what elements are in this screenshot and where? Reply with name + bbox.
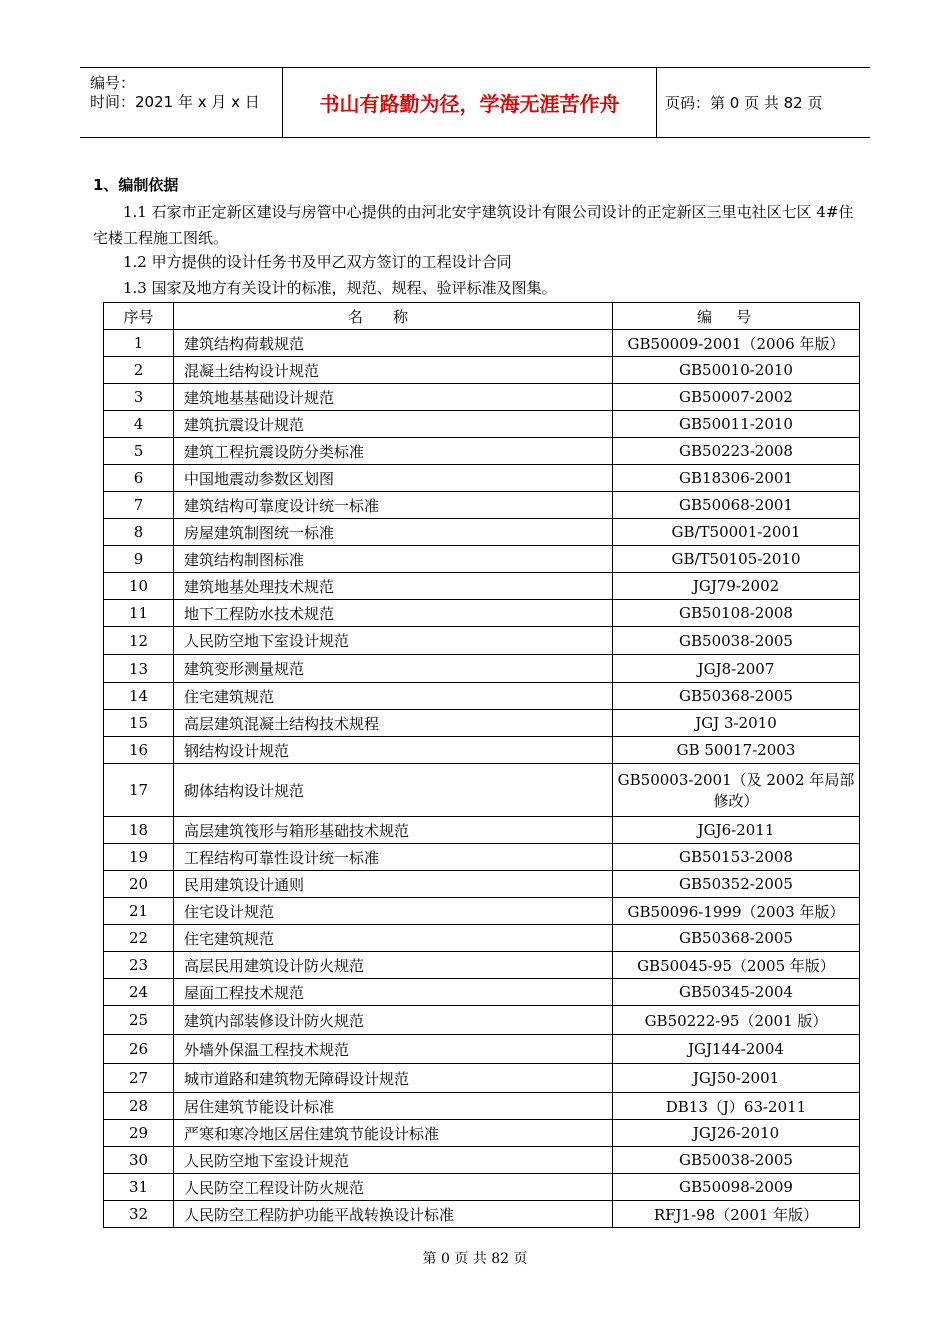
table-row [104, 1147, 860, 1174]
row-name: 建筑内部装修设计防火规范 [174, 1006, 613, 1035]
row-code: GB50222-95（2001 版） [613, 1006, 860, 1035]
row-code: GB50038-2005 [613, 627, 860, 655]
table-row [104, 330, 860, 357]
row-name: 高层建筑筏形与箱形基础技术规范 [174, 817, 613, 844]
paragraph-1-1: 1.1 石家市正定新区建设与房管中心提供的由河北安宇建筑设计有限公司设计的正定新区三里屯社区七区 4#住宅楼工程施工图纸。 [93, 203, 854, 247]
row-index: 29 [104, 1120, 174, 1147]
row-index: 13 [104, 655, 174, 683]
row-code: GB50153-2008 [613, 844, 860, 871]
row-index: 25 [104, 1006, 174, 1035]
table-row [104, 546, 860, 573]
table-row [104, 844, 860, 871]
paragraph-1-3: 1.3 国家及地方有关设计的标准，规范、规程、验评标准及图集。 [123, 279, 557, 297]
row-code: GB50098-2009 [613, 1174, 860, 1201]
row-name: 建筑结构制图标准 [174, 546, 613, 573]
header-motto: 书山有路勤为径，学海无涯苦作舟 [283, 68, 657, 137]
row-index: 2 [104, 357, 174, 384]
row-code: GB/T50105-2010 [613, 546, 860, 573]
row-name: 建筑变形测量规范 [174, 655, 613, 683]
table-row [104, 1035, 860, 1064]
table-row [104, 710, 860, 737]
row-name: 建筑工程抗震设防分类标准 [174, 438, 613, 465]
row-index: 24 [104, 979, 174, 1006]
row-index: 12 [104, 627, 174, 655]
section-title: 1、编制依据 [93, 176, 179, 194]
table-row [104, 979, 860, 1006]
row-index: 32 [104, 1201, 174, 1228]
table-row [104, 871, 860, 898]
table-row [104, 764, 860, 817]
row-code: GB/T50001-2001 [613, 519, 860, 546]
table-row [104, 357, 860, 384]
row-code: JGJ8-2007 [613, 655, 860, 683]
row-name: 外墙外保温工程技术规范 [174, 1035, 613, 1064]
row-code: GB50011-2010 [613, 411, 860, 438]
row-code: JGJ26-2010 [613, 1120, 860, 1147]
table-row [104, 952, 860, 979]
table-row [104, 683, 860, 710]
row-index: 16 [104, 737, 174, 764]
row-code: RFJ1-98（2001 年版） [613, 1201, 860, 1228]
row-name: 钢结构设计规范 [174, 737, 613, 764]
row-code: DB13（J）63-2011 [613, 1093, 860, 1120]
row-code: GB50368-2005 [613, 683, 860, 710]
standards-table [103, 302, 860, 1228]
row-index: 15 [104, 710, 174, 737]
row-name: 人民防空工程防护功能平战转换设计标准 [174, 1201, 613, 1228]
row-name: 屋面工程技术规范 [174, 979, 613, 1006]
table-row [104, 1201, 860, 1228]
row-name: 建筑结构可靠度设计统一标准 [174, 492, 613, 519]
row-index: 28 [104, 1093, 174, 1120]
table-row [104, 438, 860, 465]
row-code: GB50038-2005 [613, 1147, 860, 1174]
row-index: 30 [104, 1147, 174, 1174]
row-code: JGJ 3-2010 [613, 710, 860, 737]
table-row [104, 737, 860, 764]
page-footer: 第 0 页 共 82 页 [422, 1251, 528, 1267]
row-code: GB50368-2005 [613, 925, 860, 952]
row-name: 严寒和寒冷地区居住建筑节能设计标准 [174, 1120, 613, 1147]
row-code: JGJ144-2004 [613, 1035, 860, 1064]
row-index: 7 [104, 492, 174, 519]
row-name: 建筑结构荷载规范 [174, 330, 613, 357]
table-row [104, 817, 860, 844]
table-row [104, 1120, 860, 1147]
table-row [104, 600, 860, 627]
time-label: 时间：2021 年 x 月 x 日 [90, 93, 260, 111]
row-code: JGJ6-2011 [613, 817, 860, 844]
row-code: GB50010-2010 [613, 357, 860, 384]
row-index: 22 [104, 925, 174, 952]
row-index: 11 [104, 600, 174, 627]
table-row [104, 655, 860, 683]
row-name: 房屋建筑制图统一标准 [174, 519, 613, 546]
paragraph-1-2: 1.2 甲方提供的设计任务书及甲乙双方签订的工程设计合同 [123, 253, 512, 271]
table-row [104, 384, 860, 411]
row-index: 9 [104, 546, 174, 573]
row-index: 19 [104, 844, 174, 871]
row-name: 建筑地基处理技术规范 [174, 573, 613, 600]
row-index: 3 [104, 384, 174, 411]
row-code: GB50108-2008 [613, 600, 860, 627]
table-row [104, 627, 860, 655]
row-code: GB50068-2001 [613, 492, 860, 519]
table-row [104, 1064, 860, 1093]
row-name: 高层建筑混凝土结构技术规程 [174, 710, 613, 737]
row-name: 住宅建筑规范 [174, 683, 613, 710]
row-index: 31 [104, 1174, 174, 1201]
row-code: JGJ79-2002 [613, 573, 860, 600]
row-index: 6 [104, 465, 174, 492]
header-page-info: 页码：第 0 页 共 82 页 [665, 94, 823, 112]
row-index: 8 [104, 519, 174, 546]
row-name: 民用建筑设计通则 [174, 871, 613, 898]
table-row [104, 573, 860, 600]
row-code: GB18306-2001 [613, 465, 860, 492]
row-index: 17 [104, 764, 174, 817]
table-row [104, 411, 860, 438]
table-header-row [104, 303, 860, 330]
table-row [104, 519, 860, 546]
header-code: 编号 [613, 303, 860, 330]
row-code: GB50345-2004 [613, 979, 860, 1006]
row-code: GB50223-2008 [613, 438, 860, 465]
row-index: 20 [104, 871, 174, 898]
row-name: 人民防空地下室设计规范 [174, 1147, 613, 1174]
row-name: 建筑地基基础设计规范 [174, 384, 613, 411]
row-name: 工程结构可靠性设计统一标准 [174, 844, 613, 871]
row-code: GB50096-1999（2003 年版） [613, 898, 860, 925]
row-code: GB50352-2005 [613, 871, 860, 898]
row-index: 1 [104, 330, 174, 357]
table-row [104, 465, 860, 492]
row-name: 高层民用建筑设计防火规范 [174, 952, 613, 979]
row-index: 14 [104, 683, 174, 710]
row-name: 建筑抗震设计规范 [174, 411, 613, 438]
row-code: GB50003-2001（及 2002 年局部修改） [613, 764, 860, 817]
row-name: 中国地震动参数区划图 [174, 465, 613, 492]
header-meta [80, 68, 283, 137]
table-row [104, 925, 860, 952]
row-code: GB 50017-2003 [613, 737, 860, 764]
row-code: JGJ50-2001 [613, 1064, 860, 1093]
row-name: 人民防空地下室设计规范 [174, 627, 613, 655]
row-name: 砌体结构设计规范 [174, 764, 613, 817]
table-row [104, 1093, 860, 1120]
table-row [104, 1006, 860, 1035]
row-name: 居住建筑节能设计标准 [174, 1093, 613, 1120]
table-row [104, 492, 860, 519]
row-name: 城市道路和建筑物无障碍设计规范 [174, 1064, 613, 1093]
number-label: 编号： [90, 74, 136, 92]
table-row [104, 1174, 860, 1201]
table-row [104, 898, 860, 925]
header-name: 名称 [174, 303, 613, 330]
row-name: 混凝土结构设计规范 [174, 357, 613, 384]
row-index: 23 [104, 952, 174, 979]
row-index: 27 [104, 1064, 174, 1093]
page-header [80, 67, 870, 138]
row-name: 地下工程防水技术规范 [174, 600, 613, 627]
row-index: 26 [104, 1035, 174, 1064]
row-index: 21 [104, 898, 174, 925]
header-index: 序号 [104, 303, 174, 330]
row-code: GB50007-2002 [613, 384, 860, 411]
row-index: 18 [104, 817, 174, 844]
row-code: GB50045-95（2005 年版） [613, 952, 860, 979]
row-code: GB50009-2001（2006 年版） [613, 330, 860, 357]
row-name: 人民防空工程设计防火规范 [174, 1174, 613, 1201]
row-index: 4 [104, 411, 174, 438]
row-index: 5 [104, 438, 174, 465]
row-name: 住宅设计规范 [174, 898, 613, 925]
row-index: 10 [104, 573, 174, 600]
row-name: 住宅建筑规范 [174, 925, 613, 952]
